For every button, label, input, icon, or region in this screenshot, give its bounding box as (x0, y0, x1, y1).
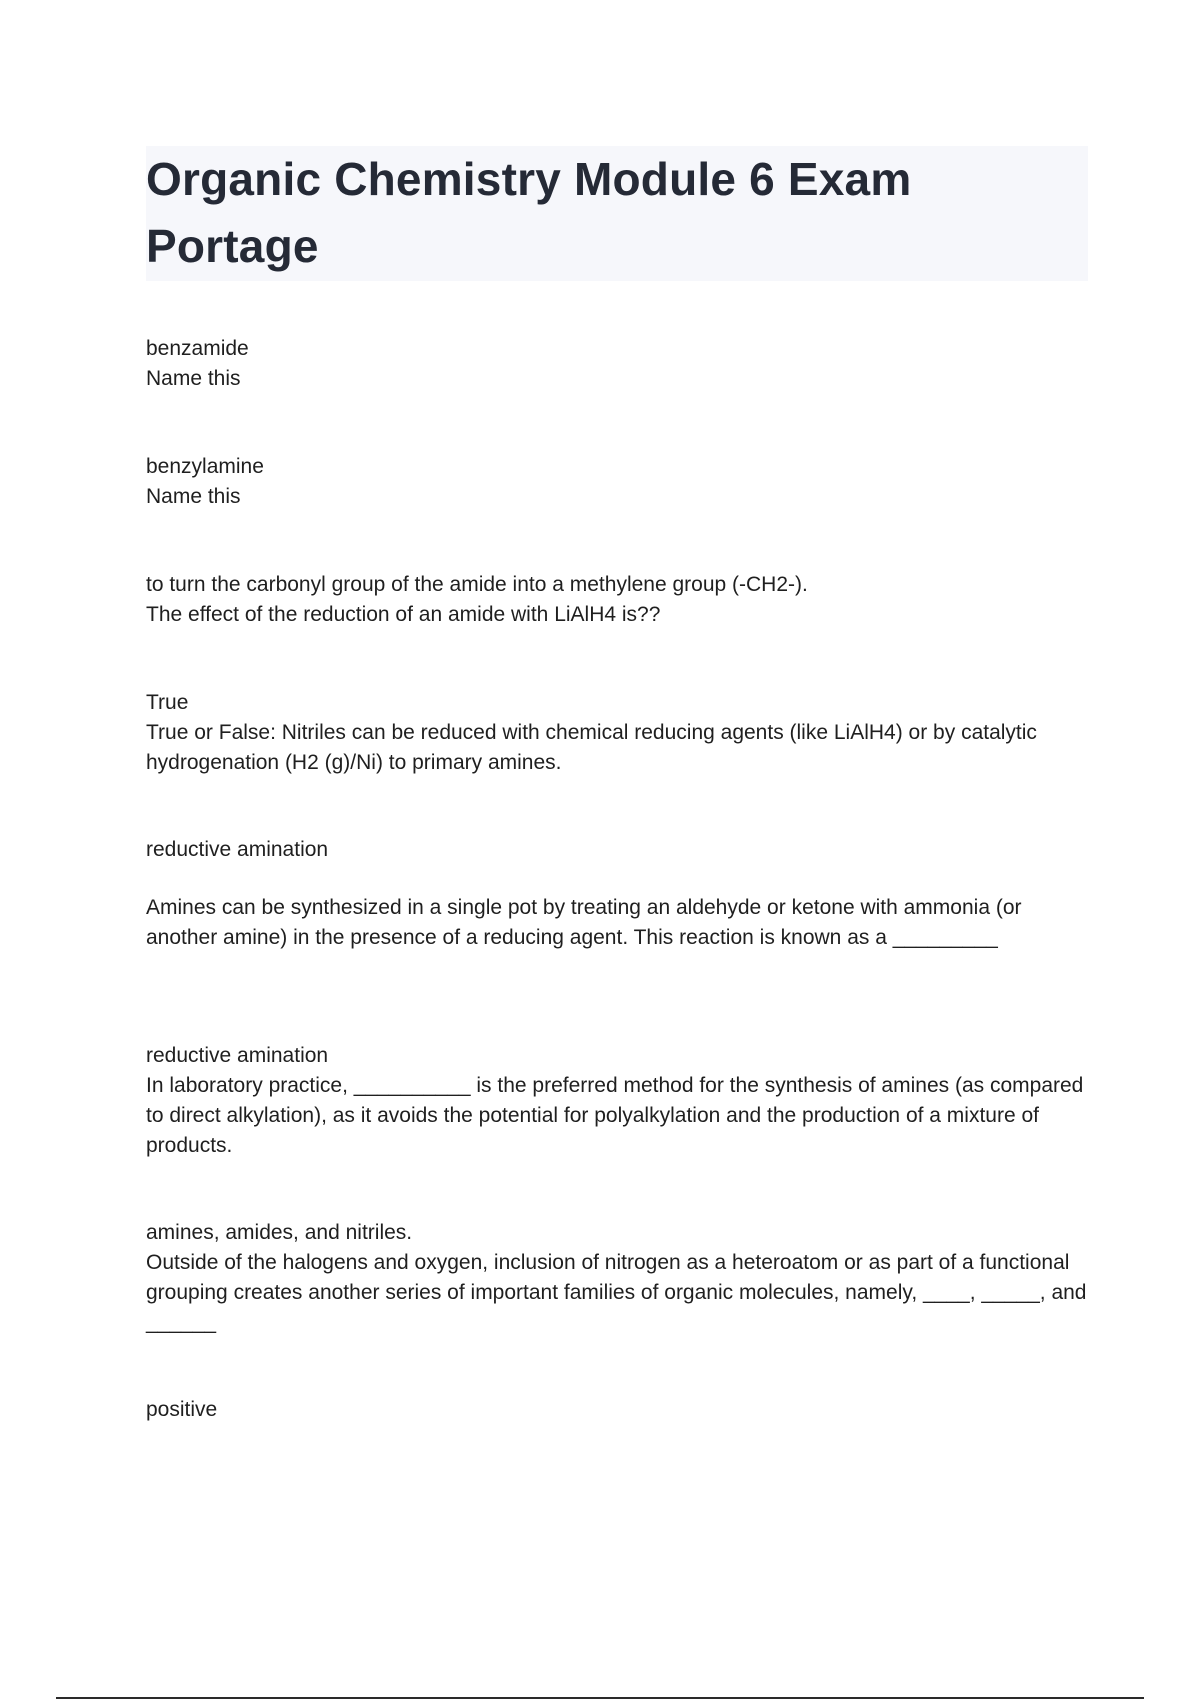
flashcard-answer: positive (146, 1398, 218, 1421)
flashcard (146, 1395, 1096, 1425)
document-title: Organic Chemistry Module 6 Exam Portage (146, 153, 912, 272)
flashcard-question-block (146, 893, 1096, 953)
flashcard (146, 688, 1096, 778)
flashcard (146, 1041, 1096, 1161)
flashcard-question: True or False: Nitriles can be reduced with chemical reducing agents (like LiAlH4) or by catalytic hydrogenation (H2 (g)/Ni) to primary amines. (146, 721, 1037, 774)
flashcard (146, 570, 1096, 630)
flashcard-question: In laboratory practice, __________ is the preferred method for the synthesis of amines (as compared to direct alkylation), as it avoids the potential for polyalkylation and the production of a mixture of products. (146, 1074, 1084, 1157)
flashcard-question: Name this (146, 367, 241, 390)
flashcard-question: Amines can be synthesized in a single pot by treating an aldehyde or ketone with ammonia (or another amine) in the presence of a reducing agent. This reaction is known as a _________ (146, 896, 1022, 949)
flashcard-answer: benzamide (146, 337, 249, 360)
flashcard (146, 1218, 1096, 1338)
flashcard-answer: True (146, 691, 189, 714)
flashcard-question: The effect of the reduction of an amide with LiAlH4 is?? (146, 603, 661, 626)
flashcard-question: Outside of the halogens and oxygen, inclusion of nitrogen as a heteroatom or as part of a functional grouping creates another series of important families of organic molecules, namely, ____, _____, and ______ (146, 1251, 1087, 1334)
flashcard (146, 452, 1096, 512)
flashcard-answer-block (146, 835, 1096, 865)
flashcard-answer: reductive amination (146, 838, 329, 861)
page-bottom-rule (56, 1697, 1144, 1699)
flashcard (146, 334, 1096, 394)
title-banner (146, 146, 1088, 281)
flashcard-answer: amines, amides, and nitriles. (146, 1221, 413, 1244)
flashcard-question: Name this (146, 485, 241, 508)
flashcard-answer: to turn the carbonyl group of the amide into a methylene group (-CH2-). (146, 573, 808, 596)
flashcard-answer: reductive amination (146, 1044, 329, 1067)
flashcard-answer: benzylamine (146, 455, 264, 478)
